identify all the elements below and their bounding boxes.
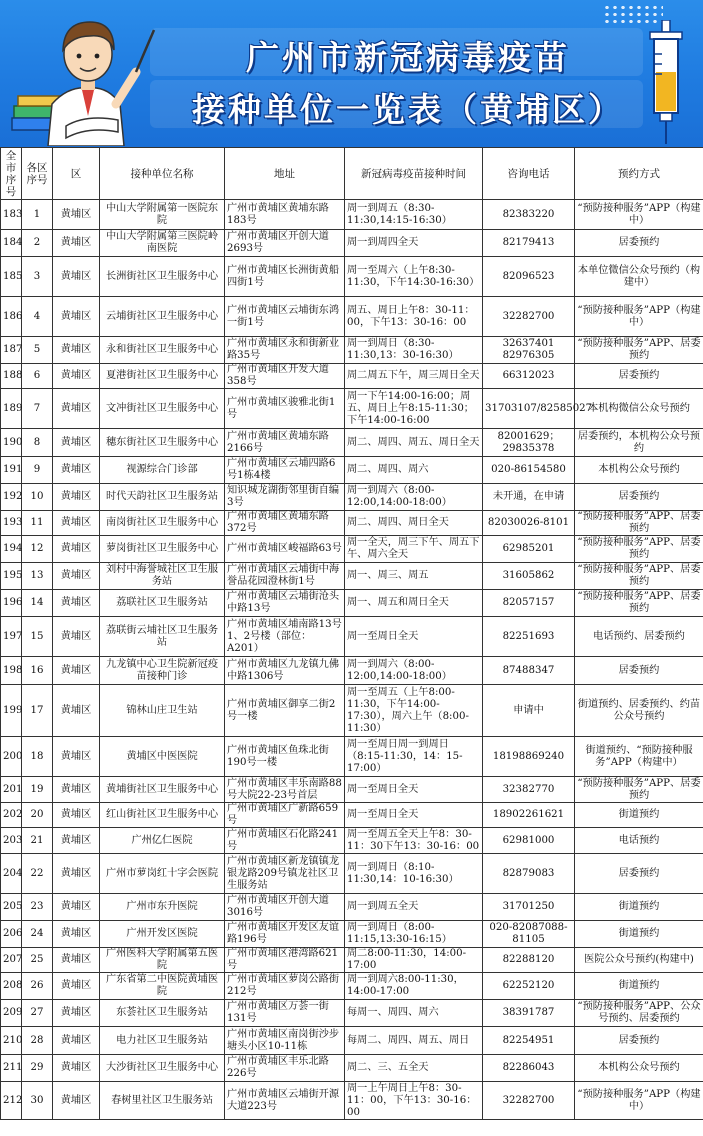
cell-booking: 电话预约 — [575, 828, 703, 854]
cell-phone: 31703107/82585027 — [483, 389, 575, 429]
cell-unit-name: 锦林山庄卫生站 — [100, 685, 225, 737]
cell-district-seq: 22 — [22, 854, 53, 894]
cell-all-seq: 188 — [1, 364, 22, 389]
cell-unit-name: 广州市东升医院 — [100, 894, 225, 921]
cell-vaccination-time: 周一至周日全天 — [345, 803, 483, 828]
cell-address: 广州市黄埔区丰乐北路226号 — [225, 1055, 345, 1082]
cell-phone: 82001629；29835378 — [483, 429, 575, 457]
cell-booking: “预防接种服务”APP（构建中） — [575, 200, 703, 230]
table-row — [1, 657, 703, 685]
table-row — [1, 536, 703, 563]
cell-vaccination-time: 周一到周六8:00-11:30，14:00-17:00 — [345, 973, 483, 1000]
cell-phone: 82286043 — [483, 1055, 575, 1082]
cell-phone: 38391787 — [483, 1000, 575, 1027]
cell-vaccination-time: 周一到周日（8:10-11:30,14：10-16:30） — [345, 854, 483, 894]
cell-address: 广州市黄埔区石化路241号 — [225, 828, 345, 854]
cell-district: 黄埔区 — [53, 973, 100, 1000]
cell-phone: 32382770 — [483, 777, 575, 803]
table-row — [1, 429, 703, 457]
cell-unit-name: 视源综合门诊部 — [100, 457, 225, 484]
cell-address: 广州市黄埔区万荟一街131号 — [225, 1000, 345, 1027]
cell-unit-name: 广州市萝岗红十字会医院 — [100, 854, 225, 894]
cell-district-seq: 13 — [22, 563, 53, 590]
cell-unit-name: 南岗街社区卫生服务中心 — [100, 511, 225, 536]
table-row — [1, 257, 703, 297]
cell-district-seq: 7 — [22, 389, 53, 429]
cell-unit-name: 黄埔区中医医院 — [100, 737, 225, 777]
cell-phone: 82096523 — [483, 257, 575, 297]
cell-vaccination-time: 周二8:00-11:30，14:00-17:00 — [345, 948, 483, 973]
cell-district-seq: 6 — [22, 364, 53, 389]
cell-unit-name: 广东省第二中医院黄埔医院 — [100, 973, 225, 1000]
cell-address: 广州市黄埔区开发区友谊路196号 — [225, 921, 345, 948]
cell-unit-name: 广州亿仁医院 — [100, 828, 225, 854]
cell-district: 黄埔区 — [53, 657, 100, 685]
cell-district: 黄埔区 — [53, 389, 100, 429]
cell-unit-name: 东荟社区卫生服务站 — [100, 1000, 225, 1027]
cell-booking: 医院公众号预约(构建中) — [575, 948, 703, 973]
cell-unit-name: 时代天韵社区卫生服务站 — [100, 484, 225, 511]
table-row — [1, 948, 703, 973]
cell-district: 黄埔区 — [53, 200, 100, 230]
cell-phone: 未开通，在申请 — [483, 484, 575, 511]
cell-district-seq: 18 — [22, 737, 53, 777]
cell-booking: 本机构微信公众号预约 — [575, 389, 703, 429]
cell-vaccination-time: 周一、周三、周五 — [345, 563, 483, 590]
cell-phone: 31605862 — [483, 563, 575, 590]
table-row — [1, 389, 703, 429]
cell-address: 广州市黄埔区黄埔东路372号 — [225, 511, 345, 536]
cell-unit-name: 广州医科大学附属第五医院 — [100, 948, 225, 973]
cell-booking: “预防接种服务”APP、居委预约 — [575, 590, 703, 617]
cell-all-seq: 198 — [1, 657, 22, 685]
cell-vaccination-time: 周二周五下午，周三周日全天 — [345, 364, 483, 389]
cell-address: 广州市黄埔区云埔街开源大道223号 — [225, 1082, 345, 1120]
cell-district-seq: 25 — [22, 948, 53, 973]
cell-address: 广州市黄埔区鱼珠北街190号一楼 — [225, 737, 345, 777]
cell-district: 黄埔区 — [53, 1055, 100, 1082]
cell-all-seq: 197 — [1, 617, 22, 657]
cell-district: 黄埔区 — [53, 803, 100, 828]
cell-booking: 电话预约、居委预约 — [575, 617, 703, 657]
cell-address: 知识城龙湖街邻里街自编3号 — [225, 484, 345, 511]
cell-district: 黄埔区 — [53, 457, 100, 484]
table-row — [1, 1027, 703, 1055]
cell-unit-name: 中山大学附属第三医院岭南医院 — [100, 230, 225, 257]
header-unit-name: 接种单位名称 — [100, 148, 225, 200]
cell-phone: 82288120 — [483, 948, 575, 973]
cell-phone: 82057157 — [483, 590, 575, 617]
cell-all-seq: 201 — [1, 777, 22, 803]
cell-vaccination-time: 周一至周五（上午8:00-11:30，下午14:00-17:30），周六上午（8:00-11:30） — [345, 685, 483, 737]
cell-district: 黄埔区 — [53, 948, 100, 973]
cell-district-seq: 19 — [22, 777, 53, 803]
cell-unit-name: 永和街社区卫生服务中心 — [100, 337, 225, 364]
table-row — [1, 511, 703, 536]
cell-unit-name: 萝岗街社区卫生服务中心 — [100, 536, 225, 563]
cell-booking: 居委预约 — [575, 657, 703, 685]
cell-unit-name: 大沙街社区卫生服务中心 — [100, 1055, 225, 1082]
cell-booking: “预防接种服务”APP、居委预约 — [575, 536, 703, 563]
cell-all-seq: 191 — [1, 457, 22, 484]
header-banner — [0, 0, 703, 147]
cell-unit-name: 电力社区卫生服务站 — [100, 1027, 225, 1055]
header-vaccination-time: 新冠病毒疫苗接种时间 — [345, 148, 483, 200]
header-district: 区 — [53, 148, 100, 200]
cell-unit-name: 荔联社区卫生服务站 — [100, 590, 225, 617]
cell-booking: 本机构公众号预约 — [575, 1055, 703, 1082]
cell-district: 黄埔区 — [53, 590, 100, 617]
syringe-icon — [636, 20, 696, 144]
cell-district-seq: 3 — [22, 257, 53, 297]
cell-all-seq: 185 — [1, 257, 22, 297]
cell-district-seq: 20 — [22, 803, 53, 828]
cell-unit-name: 荔联街云埔社区卫生服务站 — [100, 617, 225, 657]
cell-booking: 街道预约 — [575, 921, 703, 948]
cell-unit-name: 文冲街社区卫生服务中心 — [100, 389, 225, 429]
cell-district-seq: 9 — [22, 457, 53, 484]
table-row — [1, 685, 703, 737]
cell-unit-name: 刘村中海誉城社区卫生服务站 — [100, 563, 225, 590]
cell-vaccination-time: 周一到周五（8:30-11:30,14:15-16:30） — [345, 200, 483, 230]
cell-all-seq: 189 — [1, 389, 22, 429]
cell-vaccination-time: 每周二、周四、周五、周日 — [345, 1027, 483, 1055]
cell-district: 黄埔区 — [53, 1027, 100, 1055]
cell-phone: 020-82087088-81105 — [483, 921, 575, 948]
cell-all-seq: 212 — [1, 1082, 22, 1120]
cell-district-seq: 2 — [22, 230, 53, 257]
cell-vaccination-time: 每周一、周四、周六 — [345, 1000, 483, 1027]
cell-booking: 居委预约 — [575, 364, 703, 389]
cell-phone: 87488347 — [483, 657, 575, 685]
cell-phone: 82254951 — [483, 1027, 575, 1055]
cell-phone: 32637401 82976305 — [483, 337, 575, 364]
table-row — [1, 457, 703, 484]
cell-all-seq: 193 — [1, 511, 22, 536]
cell-unit-name: 夏港街社区卫生服务中心 — [100, 364, 225, 389]
cell-unit-name: 红山街社区卫生服务中心 — [100, 803, 225, 828]
table-row — [1, 563, 703, 590]
cell-district: 黄埔区 — [53, 364, 100, 389]
cell-district: 黄埔区 — [53, 894, 100, 921]
table-row — [1, 297, 703, 337]
cell-booking: 街道预约、居委预约、约苗公众号预约 — [575, 685, 703, 737]
cell-all-seq: 204 — [1, 854, 22, 894]
cell-vaccination-time: 周一到周日（8:00-11:15,13:30-16:15） — [345, 921, 483, 948]
cell-phone: 18198869240 — [483, 737, 575, 777]
cell-vaccination-time: 周一到周四全天 — [345, 230, 483, 257]
cell-district-seq: 16 — [22, 657, 53, 685]
cell-district-seq: 23 — [22, 894, 53, 921]
cell-district-seq: 29 — [22, 1055, 53, 1082]
cell-address: 广州市黄埔区峻福路63号 — [225, 536, 345, 563]
cell-all-seq: 208 — [1, 973, 22, 1000]
cell-unit-name: 长洲街社区卫生服务中心 — [100, 257, 225, 297]
cell-booking: 本机构公众号预约 — [575, 457, 703, 484]
cell-booking: 居委预约 — [575, 484, 703, 511]
table-row — [1, 1082, 703, 1120]
cell-vaccination-time: 周一到周六（8:00-12:00,14:00-18:00） — [345, 657, 483, 685]
cell-booking: “预防接种服务”APP、居委预约 — [575, 511, 703, 536]
cell-address: 广州市黄埔区丰乐南路88号大院22-23号首层 — [225, 777, 345, 803]
cell-district-seq: 27 — [22, 1000, 53, 1027]
cell-vaccination-time: 周一上午周日上午8：30-11：00，下午13：30-16：00 — [345, 1082, 483, 1120]
title-line-2: 接种单位一览表（黄埔区） — [192, 90, 624, 129]
cell-booking: 居委预约 — [575, 854, 703, 894]
cell-unit-name: 中山大学附属第一医院东院 — [100, 200, 225, 230]
cell-district-seq: 5 — [22, 337, 53, 364]
cell-phone: 32282700 — [483, 1082, 575, 1120]
cell-vaccination-time: 周一到周五全天 — [345, 894, 483, 921]
cell-booking: “预防接种服务”APP、居委预约 — [575, 563, 703, 590]
cell-booking: 居委预约 — [575, 230, 703, 257]
cell-phone: 66312023 — [483, 364, 575, 389]
cell-vaccination-time: 周二、周四、周六 — [345, 457, 483, 484]
table-row — [1, 617, 703, 657]
cell-address: 广州市黄埔区开创大道2693号 — [225, 230, 345, 257]
cell-vaccination-time: 周一至周日全天 — [345, 617, 483, 657]
cell-phone: 18902261621 — [483, 803, 575, 828]
cell-district-seq: 17 — [22, 685, 53, 737]
cell-district: 黄埔区 — [53, 511, 100, 536]
table-row — [1, 484, 703, 511]
cell-district: 黄埔区 — [53, 484, 100, 511]
cell-district-seq: 10 — [22, 484, 53, 511]
cell-all-seq: 200 — [1, 737, 22, 777]
cell-district-seq: 30 — [22, 1082, 53, 1120]
cell-all-seq: 190 — [1, 429, 22, 457]
cell-booking: 居委预约，本机构公众号预约 — [575, 429, 703, 457]
table-row — [1, 803, 703, 828]
cell-district: 黄埔区 — [53, 685, 100, 737]
cell-vaccination-time: 周二、周四、周五、周日全天 — [345, 429, 483, 457]
cell-address: 广州市黄埔区新龙镇镇龙银龙路209号镇龙社区卫生服务站 — [225, 854, 345, 894]
cell-all-seq: 207 — [1, 948, 22, 973]
cell-district: 黄埔区 — [53, 617, 100, 657]
cell-district-seq: 21 — [22, 828, 53, 854]
cell-phone: 020-86154580 — [483, 457, 575, 484]
cell-all-seq: 192 — [1, 484, 22, 511]
cell-address: 广州市黄埔区黄埔东路183号 — [225, 200, 345, 230]
cell-address: 广州市黄埔区云埔街沧头中路13号 — [225, 590, 345, 617]
cell-phone: 申请中 — [483, 685, 575, 737]
cell-booking: “预防接种服务”APP、居委预约 — [575, 337, 703, 364]
cell-unit-name: 云埔街社区卫生服务中心 — [100, 297, 225, 337]
cell-district: 黄埔区 — [53, 737, 100, 777]
cell-address: 广州市黄埔区黄埔东路2166号 — [225, 429, 345, 457]
cell-all-seq: 209 — [1, 1000, 22, 1027]
cell-all-seq: 195 — [1, 563, 22, 590]
cell-booking: “预防接种服务”APP（构建中） — [575, 297, 703, 337]
cell-district: 黄埔区 — [53, 429, 100, 457]
table-row — [1, 337, 703, 364]
cell-district: 黄埔区 — [53, 854, 100, 894]
table-row — [1, 921, 703, 948]
cell-district-seq: 15 — [22, 617, 53, 657]
cell-all-seq: 211 — [1, 1055, 22, 1082]
cell-vaccination-time: 周一下午14:00-16:00；周五、周日上午8:15-11:30；下午14:00-16:00 — [345, 389, 483, 429]
table-row — [1, 364, 703, 389]
cell-booking: 街道预约、“预防接种服务”APP（构建中） — [575, 737, 703, 777]
cell-all-seq: 187 — [1, 337, 22, 364]
cell-address: 广州市黄埔区云埔四路6号1栋4楼 — [225, 457, 345, 484]
table-row — [1, 737, 703, 777]
table-row — [1, 1055, 703, 1082]
cell-booking: “预防接种服务”APP（构建中） — [575, 1082, 703, 1120]
cell-vaccination-time: 周一到周日（8:30-11:30,13：30-16:30） — [345, 337, 483, 364]
cell-district: 黄埔区 — [53, 921, 100, 948]
cell-vaccination-time: 周五、周日上午8：30-11：00，下午13：30-16：00 — [345, 297, 483, 337]
cell-unit-name: 广州开发区医院 — [100, 921, 225, 948]
cell-all-seq: 183 — [1, 200, 22, 230]
cell-phone: 82179413 — [483, 230, 575, 257]
cell-vaccination-time: 周一至周日全天 — [345, 777, 483, 803]
cell-phone: 82879083 — [483, 854, 575, 894]
cell-district-seq: 12 — [22, 536, 53, 563]
table-body — [1, 200, 703, 1120]
cell-all-seq: 199 — [1, 685, 22, 737]
cell-vaccination-time: 周二、三、五全天 — [345, 1055, 483, 1082]
cell-all-seq: 205 — [1, 894, 22, 921]
table-row — [1, 590, 703, 617]
cell-phone: 62985201 — [483, 536, 575, 563]
table-row — [1, 230, 703, 257]
cell-district-seq: 1 — [22, 200, 53, 230]
cell-district-seq: 26 — [22, 973, 53, 1000]
cell-all-seq: 184 — [1, 230, 22, 257]
table-row — [1, 973, 703, 1000]
cell-address: 广州市黄埔区开创大道3016号 — [225, 894, 345, 921]
teacher-illustration — [8, 6, 158, 146]
cell-all-seq: 196 — [1, 590, 22, 617]
table-row — [1, 777, 703, 803]
cell-vaccination-time: 周二、周四、周日全天 — [345, 511, 483, 536]
cell-booking: 街道预约 — [575, 973, 703, 1000]
cell-phone: 62981000 — [483, 828, 575, 854]
cell-district: 黄埔区 — [53, 230, 100, 257]
cell-phone: 82383220 — [483, 200, 575, 230]
cell-booking: 街道预约 — [575, 803, 703, 828]
table-header-row — [1, 148, 703, 200]
cell-address: 广州市黄埔区九龙镇九佛中路1306号 — [225, 657, 345, 685]
cell-address: 广州市黄埔区萝岗公路街212号 — [225, 973, 345, 1000]
cell-all-seq: 210 — [1, 1027, 22, 1055]
cell-address: 广州市黄埔区永和街新业路35号 — [225, 337, 345, 364]
cell-booking: 居委预约 — [575, 1027, 703, 1055]
cell-district-seq: 24 — [22, 921, 53, 948]
cell-unit-name: 春树里社区卫生服务站 — [100, 1082, 225, 1120]
cell-district-seq: 14 — [22, 590, 53, 617]
table-row — [1, 894, 703, 921]
cell-address: 广州市黄埔区广新路659号 — [225, 803, 345, 828]
cell-district: 黄埔区 — [53, 777, 100, 803]
table-row — [1, 854, 703, 894]
cell-district: 黄埔区 — [53, 828, 100, 854]
cell-address: 广州市黄埔区埔南路13号1、2号楼（部位：A201） — [225, 617, 345, 657]
cell-district: 黄埔区 — [53, 1000, 100, 1027]
cell-phone: 82251693 — [483, 617, 575, 657]
cell-unit-name: 黄埔街社区卫生服务中心 — [100, 777, 225, 803]
cell-vaccination-time: 周一全天，周三下午、周五下午、周六全天 — [345, 536, 483, 563]
cell-all-seq: 202 — [1, 803, 22, 828]
cell-address: 广州市黄埔区御享二街2号一楼 — [225, 685, 345, 737]
cell-district-seq: 28 — [22, 1027, 53, 1055]
vaccination-sites-table — [0, 147, 703, 1120]
cell-phone: 62252120 — [483, 973, 575, 1000]
cell-district-seq: 4 — [22, 297, 53, 337]
header-district-seq: 各区序号 — [22, 148, 53, 200]
cell-vaccination-time: 周一至周六（上午8:30-11:30，下午14:30-16:30） — [345, 257, 483, 297]
cell-vaccination-time: 周一至周五全天上午8：30-11：30下午13：30-16：00 — [345, 828, 483, 854]
cell-booking: “预防接种服务”APP、公众号预约、居委预约 — [575, 1000, 703, 1027]
table-row — [1, 828, 703, 854]
header-address: 地址 — [225, 148, 345, 200]
cell-phone: 31701250 — [483, 894, 575, 921]
cell-district: 黄埔区 — [53, 297, 100, 337]
cell-district: 黄埔区 — [53, 1082, 100, 1120]
cell-unit-name: 九龙镇中心卫生院新冠疫苗接种门诊 — [100, 657, 225, 685]
cell-vaccination-time: 周一至周日周一到周日（8:15-11:30，14：15-17:00） — [345, 737, 483, 777]
cell-vaccination-time: 周一、周五和周日全天 — [345, 590, 483, 617]
cell-address: 广州市黄埔区长洲街黄船四街1号 — [225, 257, 345, 297]
cell-address: 广州市黄埔区骏雅北街1号 — [225, 389, 345, 429]
cell-address: 广州市黄埔区港湾路621号 — [225, 948, 345, 973]
cell-unit-name: 穗东街社区卫生服务中心 — [100, 429, 225, 457]
cell-booking: 本单位微信公众号预约（构建中） — [575, 257, 703, 297]
cell-district-seq: 11 — [22, 511, 53, 536]
cell-address: 广州市黄埔区南岗街沙步塘头小区10-11栋 — [225, 1027, 345, 1055]
cell-phone: 32282700 — [483, 297, 575, 337]
cell-address: 广州市黄埔区开发大道358号 — [225, 364, 345, 389]
cell-district: 黄埔区 — [53, 337, 100, 364]
cell-district: 黄埔区 — [53, 536, 100, 563]
cell-district: 黄埔区 — [53, 563, 100, 590]
cell-all-seq: 194 — [1, 536, 22, 563]
cell-booking: “预防接种服务”APP、居委预约 — [575, 777, 703, 803]
cell-all-seq: 203 — [1, 828, 22, 854]
table-row — [1, 1000, 703, 1027]
title-line-1: 广州市新冠病毒疫苗 — [246, 38, 570, 77]
cell-all-seq: 186 — [1, 297, 22, 337]
header-booking: 预约方式 — [575, 148, 703, 200]
cell-district: 黄埔区 — [53, 257, 100, 297]
cell-vaccination-time: 周一到周六（8:00-12:00,14:00-18:00） — [345, 484, 483, 511]
header-phone: 咨询电话 — [483, 148, 575, 200]
cell-booking: 街道预约 — [575, 894, 703, 921]
cell-phone: 82030026-8101 — [483, 511, 575, 536]
cell-district-seq: 8 — [22, 429, 53, 457]
table-row — [1, 200, 703, 230]
cell-address: 广州市黄埔区云埔街中海誉品花园澄林街1号 — [225, 563, 345, 590]
cell-address: 广州市黄埔区云埔街东鸿一街1号 — [225, 297, 345, 337]
header-all-seq: 全市序号 — [1, 148, 22, 200]
cell-all-seq: 206 — [1, 921, 22, 948]
